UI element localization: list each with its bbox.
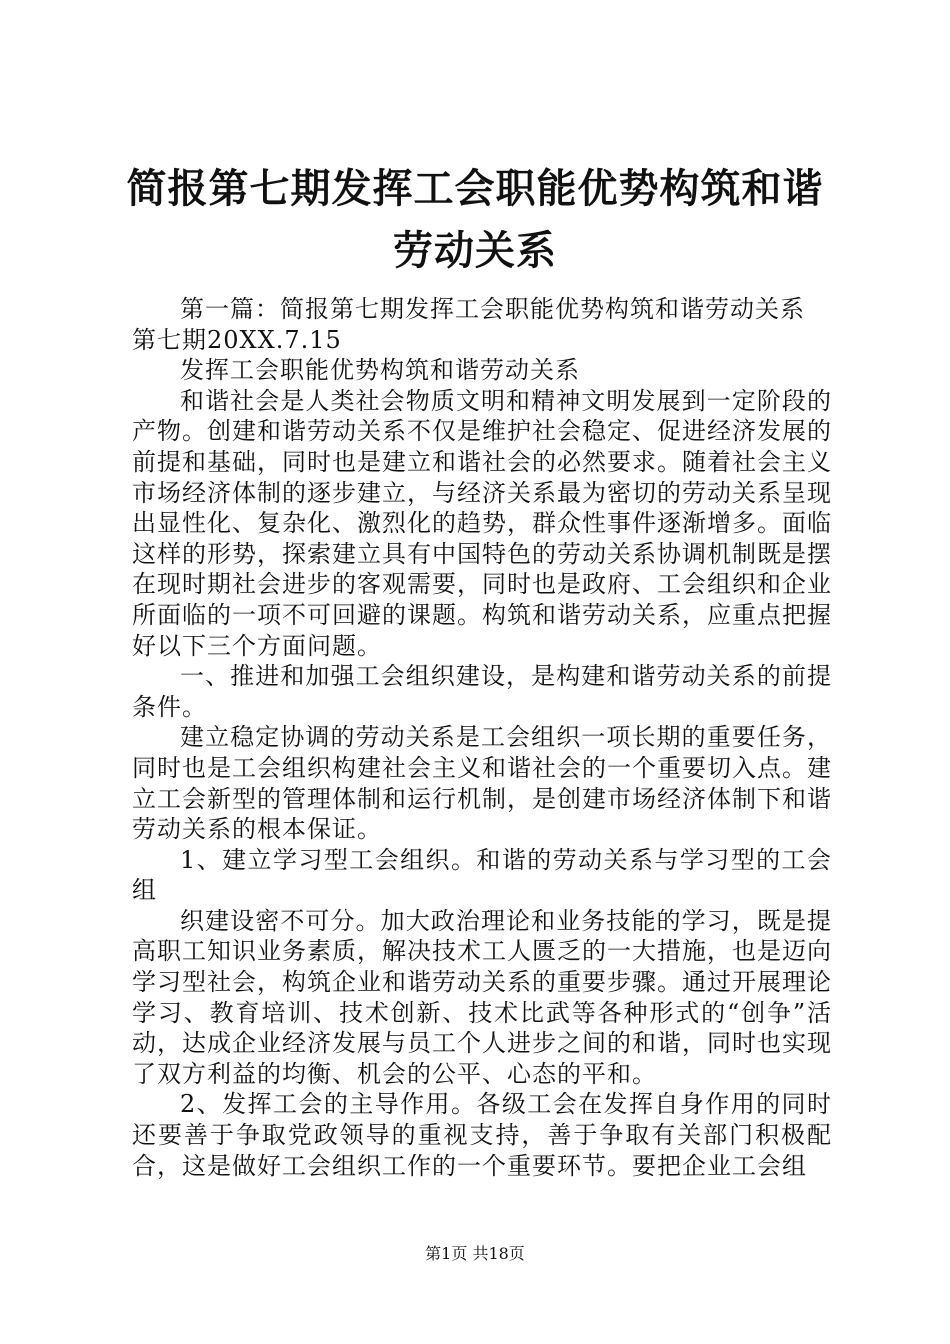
paragraph: 2、发挥工会的主导作用。各级工会在发挥自身作用的同时还要善于争取党政领导的重视支持，善于争取有关部门积极配合，这是做好工会组织工作的一个重要环节。要把企业工会组 xyxy=(132,1090,832,1180)
document-title: 简报第七期发挥工会职能优势构筑和谐劳动关系 xyxy=(126,166,824,274)
paragraph: 织建设密不可分。加大政治理论和业务技能的学习，既是提高职工知识业务素质，解决技术工人匮乏的一大措施，也是迈向学习型社会，构筑企业和谐劳动关系的重要步骤。通过开展理论学习、教育培训、技术创新、技术比武等各种形式的“创争”活动，达成企业经济发展与员工个人进步之间的和谐，同时也实现了双方利益的均衡、机会的公平、心态的平和。 xyxy=(132,906,832,1088)
article-subtitle: 发挥工会职能优势构筑和谐劳动关系 xyxy=(180,356,580,385)
section-heading: 一、推进和加强工会组织建设，是构建和谐劳动关系的前提条件。 xyxy=(132,662,832,721)
chapter-heading: 第一篇：简报第七期发挥工会职能优势构筑和谐劳动关系 xyxy=(180,295,805,323)
page-footer: 第1页 共18页 xyxy=(425,1244,525,1263)
paragraph: 1、建立学习型工会组织。和谐的劳动关系与学习型的工会组 xyxy=(132,845,832,905)
document-body xyxy=(132,294,832,1181)
paragraph: 和谐社会是人类社会物质文明和精神文明发展到一定阶段的产物。创建和谐劳动关系不仅是维护社会稳定、促进经济发展的前提和基础，同时也是建立和谐社会的必然要求。随着社会主义市场经济体制的逐步建立，与经济关系最为密切的劳动关系呈现出显性化、复杂化、激烈化的趋势，群众性事件逐渐增多。面临这样的形势，探索建立具有中国特色的劳动关系协调机制既是摆在现时期社会进步的客观需要，同时也是政府、工会组织和企业所面临的一项不可回避的课题。构筑和谐劳动关系，应重点把握好以下三个方面问题。 xyxy=(132,386,832,660)
paragraph: 建立稳定协调的劳动关系是工会组织一项长期的重要任务，同时也是工会组织构建社会主义和谐社会的一个重要切入点。建立工会新型的管理体制和运行机制，是创建市场经济体制下和谐劳动关系的根本保证。 xyxy=(132,723,832,844)
issue-date: 第七期20XX.7.15 xyxy=(132,325,342,354)
